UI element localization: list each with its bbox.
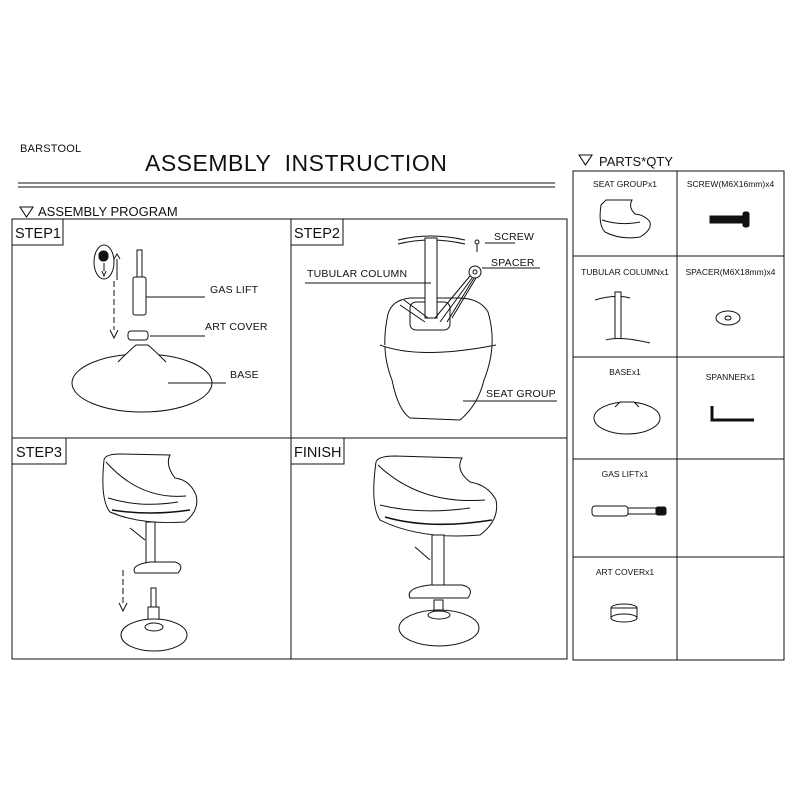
callout-screw: SCREW	[494, 231, 535, 243]
step3-label: STEP3	[16, 445, 62, 461]
gas-lift-icon	[592, 506, 666, 516]
spanner-icon	[712, 406, 754, 420]
part-label-gas-lift: GAS LIFTx1	[601, 469, 649, 479]
part-label-spacer: SPACER(M6X18mm)x4	[685, 267, 776, 277]
finish-illustration	[374, 456, 497, 646]
parts-heading: PARTS*QTY	[599, 154, 673, 169]
assembly-heading-triangle-icon	[20, 207, 33, 217]
part-label-art-cover: ART COVERx1	[595, 567, 655, 577]
callout-art-cover: ART COVER	[205, 321, 268, 333]
art-cover-icon	[611, 604, 637, 622]
step1-illustration	[72, 245, 226, 412]
seat-group-icon	[600, 200, 650, 238]
part-label-spanner: SPANNERx1	[705, 372, 756, 382]
part-label-base: BASEx1	[609, 367, 641, 377]
tubular-column-icon	[595, 292, 650, 343]
screw-icon	[710, 212, 749, 227]
step3-illustration	[103, 454, 197, 651]
part-label-tubular-column: TUBULAR COLUMNx1	[581, 267, 669, 277]
part-label-seat-group: SEAT GROUPx1	[593, 179, 657, 189]
parts-heading-triangle-icon	[579, 155, 592, 165]
base-icon	[594, 402, 660, 434]
callout-spacer: SPACER	[491, 257, 535, 269]
product-name: BARSTOOL	[20, 143, 82, 155]
callout-base: BASE	[230, 369, 259, 381]
assembly-program-heading: ASSEMBLY PROGRAM	[38, 204, 178, 219]
callout-gas-lift: GAS LIFT	[210, 284, 259, 296]
callout-tubular-column: TUBULAR COLUMN	[307, 268, 408, 280]
step2-label: STEP2	[294, 226, 340, 242]
part-label-screw: SCREW(M6X16mm)x4	[686, 179, 775, 189]
step1-label: STEP1	[15, 226, 61, 242]
spacer-icon	[716, 311, 740, 325]
page-title: ASSEMBLY INSTRUCTION	[145, 150, 448, 176]
finish-label: FINISH	[294, 445, 342, 461]
callout-seat-group: SEAT GROUP	[486, 388, 556, 400]
assembly-frame	[12, 219, 567, 659]
